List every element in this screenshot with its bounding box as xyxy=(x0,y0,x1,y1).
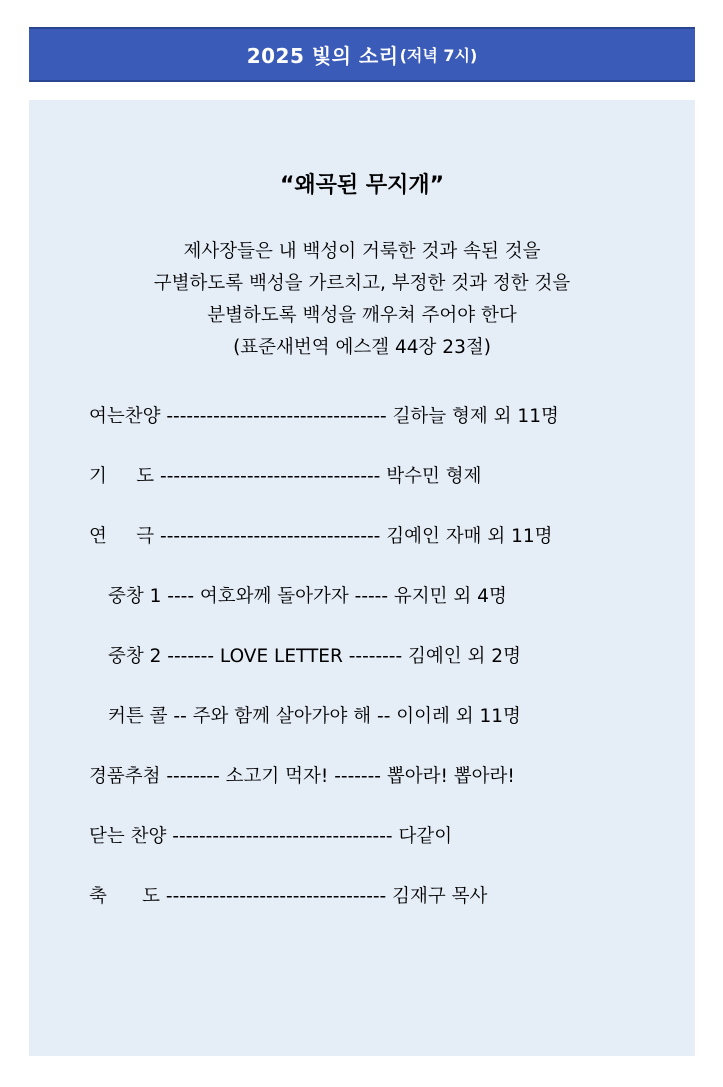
program-separator: --------------------------------- xyxy=(165,886,387,907)
scripture-reference: (표준새번역 에스겔 44장 23절) xyxy=(233,337,491,358)
program-separator: -- xyxy=(377,706,391,727)
program-label: 기 도 xyxy=(89,466,155,487)
program-item-chorus-2 xyxy=(108,644,521,670)
header-subtitle: (저녁 7시) xyxy=(399,46,478,65)
program-item-chorus-1 xyxy=(108,584,507,610)
program-song: 소고기 먹자! xyxy=(225,766,329,787)
scripture-line: 구별하도록 백성을 가르치고, 부정한 것과 정한 것을 xyxy=(153,273,571,294)
program-label: 여는찬양 xyxy=(89,406,161,427)
program-value: 길하늘 형제 외 11명 xyxy=(392,406,559,427)
program-item-raffle xyxy=(89,764,515,790)
program-separator: --------------------------------- xyxy=(160,526,381,547)
program-label: 축 도 xyxy=(89,886,161,907)
program-item-opening-praise xyxy=(89,404,559,430)
program-song: 주와 함께 살아가야 해 xyxy=(192,706,372,727)
program-label: 중창 2 xyxy=(108,646,162,667)
program-separator: --------------------------------- xyxy=(166,406,387,427)
program-label: 커튼 콜 xyxy=(108,706,168,727)
scripture-line: 분별하도록 백성을 깨우쳐 주어야 한다 xyxy=(207,305,517,326)
program-separator: ---- xyxy=(167,586,194,607)
program-label: 연 극 xyxy=(89,526,155,547)
program-value: 뽑아라! 뽑아라! xyxy=(386,766,515,787)
program-label: 경품추첨 xyxy=(89,766,161,787)
program-separator: ----- xyxy=(354,586,389,607)
program-value: 다같이 xyxy=(398,826,453,847)
program-separator: ------- xyxy=(334,766,381,787)
program-item-prayer xyxy=(89,464,481,490)
program-value: 김재구 목사 xyxy=(392,886,488,907)
scripture-line: 제사장들은 내 백성이 거룩한 것과 속된 것을 xyxy=(183,241,541,262)
program-value: 박수민 형제 xyxy=(386,466,482,487)
header-bar xyxy=(29,27,695,82)
program-value: 김예인 자매 외 11명 xyxy=(386,526,553,547)
program-panel xyxy=(29,100,695,1056)
program-song: LOVE LETTER xyxy=(219,646,343,667)
program-separator: --------------------------------- xyxy=(160,466,381,487)
program-separator: --------------------------------- xyxy=(172,826,393,847)
program-value: 이이레 외 11명 xyxy=(396,706,521,727)
program-separator: -------- xyxy=(166,766,220,787)
program-separator: ------- xyxy=(167,646,215,667)
program-song: 여호와께 돌아가자 xyxy=(199,586,349,607)
sermon-title: “왜곡된 무지개” xyxy=(279,173,445,198)
program-label: 중창 1 xyxy=(108,586,162,607)
program-label: 닫는 찬양 xyxy=(89,826,167,847)
program-value: 유지민 외 4명 xyxy=(393,586,507,607)
program-item-drama xyxy=(89,524,553,550)
program-value: 김예인 외 2명 xyxy=(408,646,521,667)
program-separator: -------- xyxy=(348,646,403,667)
program-item-benediction xyxy=(89,884,487,910)
header-title: 2025 빛의 소리 xyxy=(246,44,399,68)
program-item-curtain-call xyxy=(108,704,521,730)
program-separator: -- xyxy=(173,706,187,727)
program-item-closing-praise xyxy=(89,824,452,850)
scripture-passage xyxy=(29,236,695,364)
